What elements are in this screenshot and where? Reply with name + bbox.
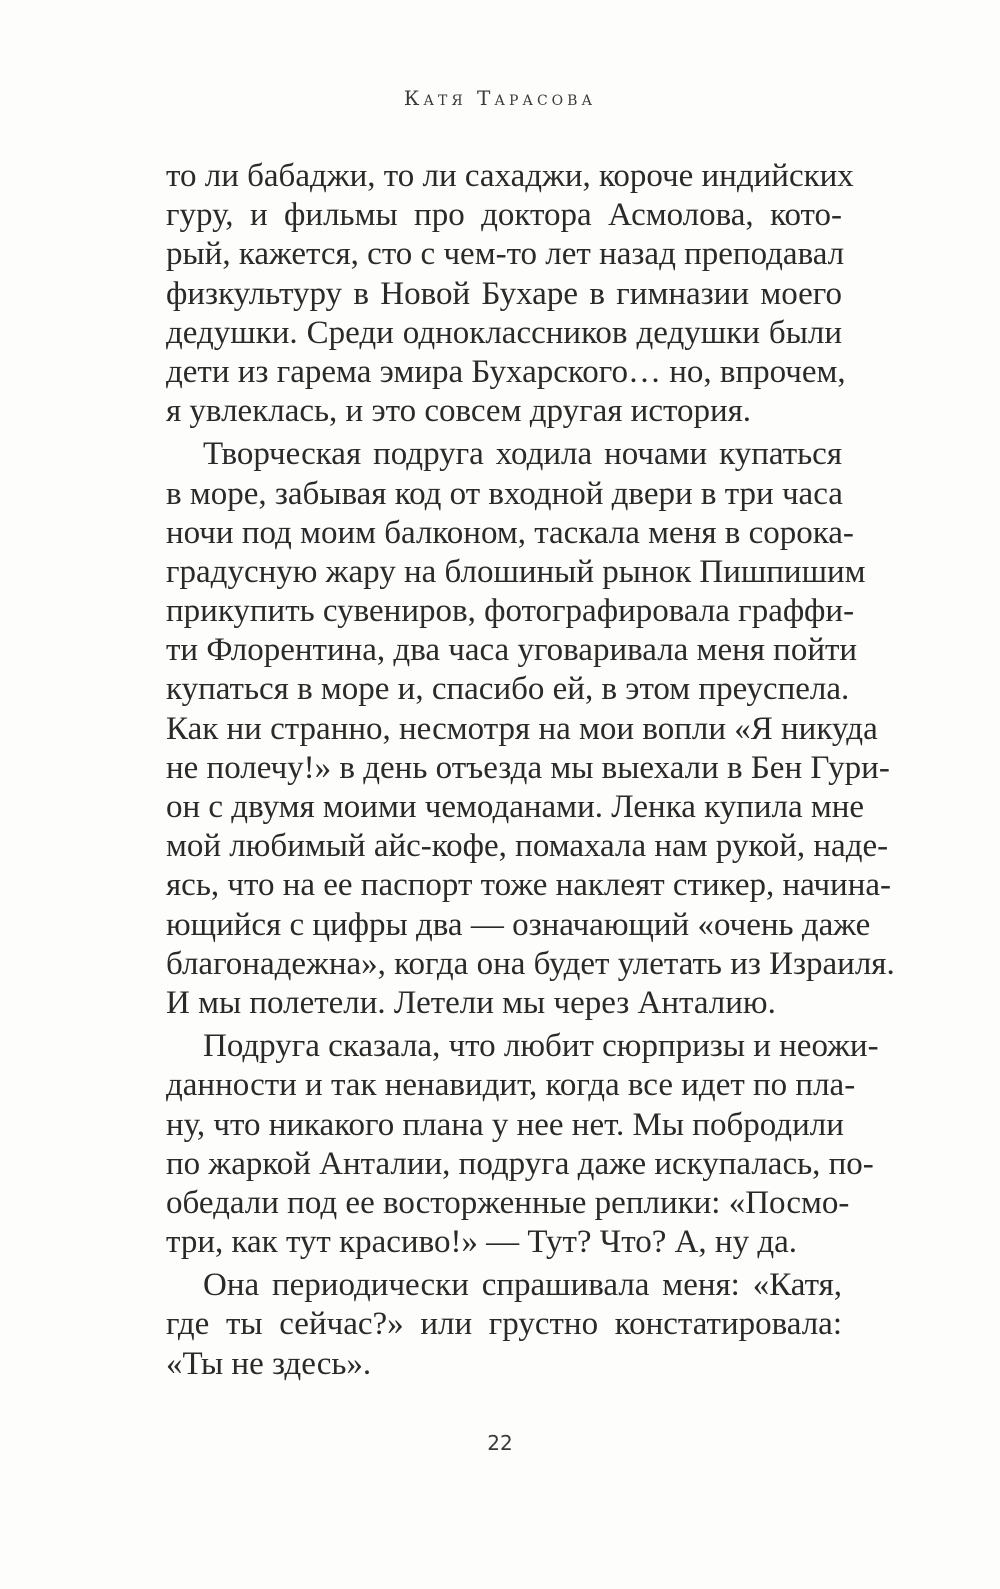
text-line: ясь, что на ее паспорт тоже наклеят стикер, начина- xyxy=(166,867,892,904)
text-line: данности и так ненавидит, когда все идет по пла- xyxy=(166,1067,856,1104)
text-line: И мы полетели. Летели мы через Анталию. xyxy=(166,984,776,1021)
text-line: ну, что никакого плана у нее нет. Мы побродили xyxy=(166,1106,844,1143)
text-line: рый, кажется, сто с чем-то лет назад преподавал xyxy=(166,236,845,273)
text-line: дети из гарема эмира Бухарского… но, впрочем, xyxy=(166,353,846,390)
text-line: благонадежна», когда она будет улетать из Израиля. xyxy=(166,945,895,982)
paragraph xyxy=(166,435,895,1023)
running-head: Катя Тарасова xyxy=(403,86,597,110)
text-line: ти Флорентина, два часа уговаривала меня пойти xyxy=(166,632,858,669)
body-text xyxy=(166,157,895,1384)
text-line: он с двумя моими чемоданами. Ленка купила мне xyxy=(166,789,865,825)
text-line: то ли бабаджи, то ли сахаджи, короче индийских xyxy=(166,158,854,194)
text-line: купаться в море и, спасибо ей, в этом преуспела. xyxy=(166,671,850,708)
text-line: Она периодически спрашивала меня: «Катя, xyxy=(203,1267,842,1304)
text-line: «Ты не здесь». xyxy=(166,1345,372,1382)
text-line: обедали под ее восторженные реплики: «Посмо- xyxy=(166,1184,850,1221)
text-line: Творческая подруга ходила ночами купаться xyxy=(203,436,842,473)
text-line: Подруга сказала, что любит сюрпризы и неожи- xyxy=(203,1028,879,1065)
text-line: градусную жару на блошиный рынок Пишпишим xyxy=(166,553,866,590)
text-line: не полечу!» в день отъезда мы выехали в Бен Гури- xyxy=(166,749,890,786)
text-line: физкультуру в Новой Бухаре в гимназии моего xyxy=(166,275,842,312)
text-line: в море, забывая код от входной двери в три часа xyxy=(166,475,843,512)
text-line: мой любимый айс-кофе, помахала нам рукой, наде- xyxy=(166,828,889,865)
text-line: я увлеклась, и это совсем другая история. xyxy=(166,393,752,430)
page-number: 22 xyxy=(487,1431,513,1455)
text-line: гуру, и фильмы про доктора Асмолова, кото- xyxy=(166,197,842,234)
paragraph xyxy=(166,157,854,431)
text-line: по жаркой Анталии, подруга даже искупалась, по- xyxy=(166,1145,874,1182)
text-line: дедушки. Среди одноклассников дедушки были xyxy=(166,314,842,351)
text-line: ночи под моим балконом, таскала меня в сорока- xyxy=(166,514,854,551)
text-line: Как ни странно, несмотря на мои вопли «Я никуда xyxy=(166,710,878,747)
text-line: три, как тут красиво!» — Тут? Что? А, ну да. xyxy=(166,1224,798,1261)
text-line: ющийся с цифры два — означающий «очень даже xyxy=(166,906,871,943)
text-line: где ты сейчас?» или грустно констатировала: xyxy=(166,1306,842,1343)
paragraph xyxy=(166,1027,879,1262)
paragraph xyxy=(166,1266,842,1384)
text-line: прикупить сувениров, фотографировала граффи- xyxy=(166,593,855,630)
